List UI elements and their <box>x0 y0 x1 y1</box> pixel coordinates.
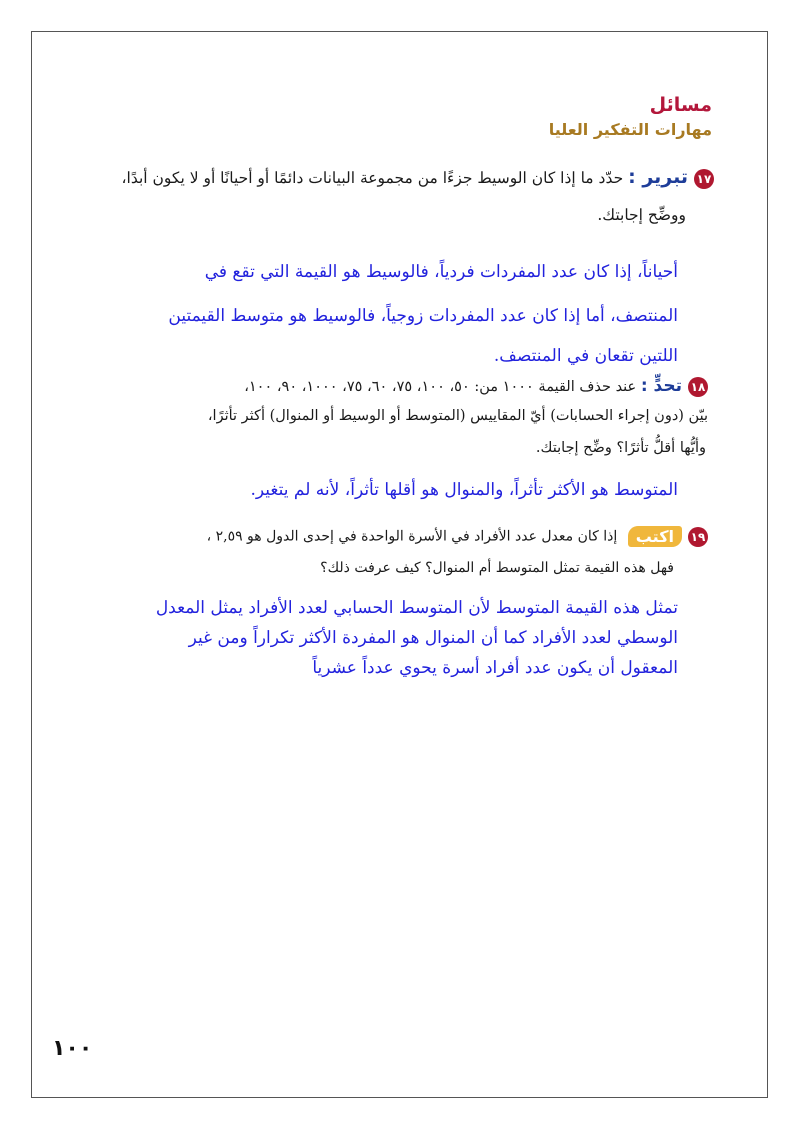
question-number-badge: ١٧ <box>694 169 714 189</box>
answer-17-line-2: المنتصف، أما إذا كان عدد المفردات زوجياً، فالوسيط هو متوسط القيمتين <box>168 306 678 326</box>
question-17-line-2: ووضِّح إجابتك. <box>597 206 686 224</box>
question-18-line-1 <box>244 376 708 397</box>
question-19-line-2: فهل هذه القيمة تمثل المتوسط أم المنوال؟ كيف عرفت ذلك؟ <box>320 560 674 576</box>
page-number: ١٠٠ <box>52 1036 93 1061</box>
question-number-badge: ١٩ <box>688 527 708 547</box>
question-19-line-1 <box>207 526 708 547</box>
answer-19-line-2: الوسطي لعدد الأفراد كما أن المنوال هو المفردة الأكثر تكراراً ومن غير <box>188 628 678 648</box>
question-text: عند حذف القيمة ١٠٠٠ من: ٥٠، ١٠٠، ٧٥، ٦٠، ٧٥، ١٠٠٠، ٩٠، ١٠٠، <box>244 379 637 395</box>
question-18-line-3: وأيُّها أقلُّ تأثرًا؟ وضِّح إجابتك. <box>535 440 706 456</box>
question-text: إذا كان معدل عدد الأفراد في الأسرة الواحدة في إحدى الدول هو ٢,٥٩ ، <box>206 528 618 545</box>
answer-17-line-1: أحياناً، إذا كان عدد المفردات فردياً، فالوسيط هو القيمة التي تقع في <box>204 262 678 282</box>
question-number-badge: ١٨ <box>688 377 708 397</box>
answer-19-line-3: المعقول أن يكون عدد أفراد أسرة يحوي عدداً عشرياً <box>312 658 678 678</box>
question-keyword: تبرير : <box>628 166 688 188</box>
question-17-line-1 <box>122 166 714 189</box>
question-keyword: تحدٍّ : <box>640 376 682 396</box>
question-18-line-2: بيّن (دون إجراء الحسابات) أيّ المقاييس (المتوسط أو الوسيط أو المنوال) أكثر تأثرًا، <box>207 408 708 424</box>
section-subtitle: مهارات التفكير العليا <box>548 120 712 139</box>
answer-17-line-3: اللتين تقعان في المنتصف. <box>493 346 678 366</box>
answer-18-line-1: المتوسط هو الأكثر تأثراً، والمنوال هو أقلها تأثراً، لأنه لم يتغير. <box>250 480 678 500</box>
question-text: حدّد ما إذا كان الوسيط جزءًا من مجموعة البيانات دائمًا أو أحيانًا أو لا يكون أبدًا، <box>121 169 624 187</box>
section-title: مسائل <box>649 94 712 116</box>
answer-19-line-1: تمثل هذه القيمة المتوسط لأن المتوسط الحسابي لعدد الأفراد يمثل المعدل <box>155 598 678 618</box>
write-keyword-badge: اكتب <box>628 526 682 547</box>
